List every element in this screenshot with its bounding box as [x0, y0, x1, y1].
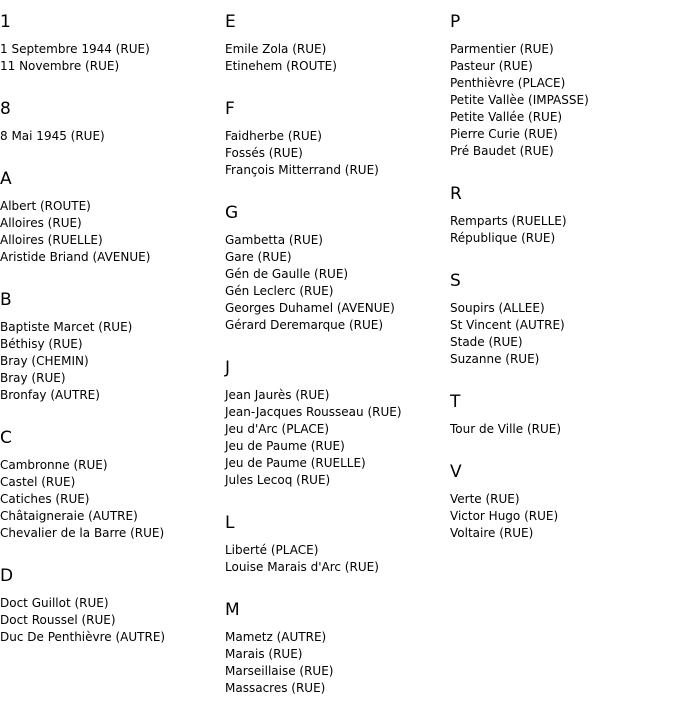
letter-section [225, 345, 450, 500]
section-letter-heading: C [0, 428, 12, 448]
street-name: Tour de Ville (RUE) [450, 422, 562, 436]
letter-section [225, 86, 450, 190]
letter-section [0, 415, 225, 553]
street-name: Voltaire (RUE) [450, 526, 534, 540]
section-letter-heading: S [450, 271, 461, 291]
street-name: Jeu d'Arc (PLACE) [225, 422, 330, 436]
section-spacer [0, 542, 225, 553]
street-name: Penthièvre (PLACE) [450, 76, 566, 90]
street-name: Liberté (PLACE) [225, 543, 319, 557]
street-name: Marais (RUE) [225, 647, 303, 661]
street-name: Marseillaise (RUE) [225, 664, 334, 678]
letter-section [225, 587, 450, 708]
street-name: Béthisy (RUE) [0, 337, 83, 351]
street-name: Catiches (RUE) [0, 492, 90, 506]
section-letter-heading: A [0, 169, 12, 189]
street-name: Emile Zola (RUE) [225, 42, 327, 56]
section-spacer [225, 489, 450, 500]
street-name: République (RUE) [450, 231, 556, 245]
street-list [450, 300, 675, 368]
section-spacer [0, 646, 225, 657]
letter-section [0, 86, 225, 156]
street-name: Fossés (RUE) [225, 146, 303, 160]
street-list [225, 41, 450, 75]
street-name: Petite Vallée (RUE) [450, 110, 563, 124]
street-name: Jean Jaurès (RUE) [225, 388, 330, 402]
street-name: Petite Vallèe (IMPASSE) [450, 93, 589, 107]
street-name: Alloires (RUELLE) [0, 233, 103, 247]
street-list [0, 595, 225, 646]
letter-section [0, 553, 225, 657]
street-name: Jean-Jacques Rousseau (RUE) [225, 405, 402, 419]
section-spacer [225, 179, 450, 190]
street-name: Jeu de Paume (RUELLE) [225, 456, 366, 470]
street-name: Soupirs (ALLEE) [450, 301, 545, 315]
section-spacer [225, 75, 450, 86]
letter-section [450, 449, 675, 553]
letter-section [225, 0, 450, 86]
section-letter-heading: L [225, 513, 235, 533]
letter-section [0, 277, 225, 415]
street-column-1 [0, 0, 225, 657]
street-name: François Mitterrand (RUE) [225, 163, 379, 177]
street-name: Louise Marais d'Arc (RUE) [225, 560, 379, 574]
section-letter-heading: V [450, 462, 462, 482]
street-name: 1 Septembre 1944 (RUE) [0, 42, 150, 56]
section-letter-heading: 1 [0, 12, 11, 32]
street-name: Aristide Briand (AVENUE) [0, 250, 151, 264]
street-name: Doct Guillot (RUE) [0, 596, 109, 610]
street-list [450, 41, 675, 160]
street-name: Cambronne (RUE) [0, 458, 108, 472]
section-spacer [450, 247, 675, 258]
street-name: Castel (RUE) [0, 475, 76, 489]
section-letter-heading: R [450, 184, 462, 204]
letter-section [450, 0, 675, 171]
street-name: Bronfay (AUTRE) [0, 388, 100, 402]
street-name: Parmentier (RUE) [450, 42, 554, 56]
street-list [225, 629, 450, 697]
street-list [225, 542, 450, 576]
street-list [0, 198, 225, 266]
street-name: Pierre Curie (RUE) [450, 127, 558, 141]
street-name: Remparts (RUELLE) [450, 214, 567, 228]
street-list [225, 387, 450, 489]
section-letter-heading: 8 [0, 99, 11, 119]
section-letter-heading: J [225, 358, 231, 378]
street-name: St Vincent (AUTRE) [450, 318, 565, 332]
street-list [450, 421, 675, 438]
section-spacer [0, 145, 225, 156]
section-spacer [450, 368, 675, 379]
section-spacer [225, 576, 450, 587]
street-list [0, 457, 225, 542]
street-name: Gén de Gaulle (RUE) [225, 267, 349, 281]
street-list [225, 232, 450, 334]
section-spacer [225, 334, 450, 345]
section-spacer [450, 438, 675, 449]
street-name: Duc De Penthièvre (AUTRE) [0, 630, 166, 644]
street-list [450, 491, 675, 542]
letter-section [450, 258, 675, 379]
street-name: Gérard Deremarque (RUE) [225, 318, 384, 332]
section-spacer [225, 697, 450, 708]
street-name: Suzanne (RUE) [450, 352, 540, 366]
street-name: Faidherbe (RUE) [225, 129, 322, 143]
street-name: Etinehem (ROUTE) [225, 59, 337, 73]
street-name: Jeu de Paume (RUE) [225, 439, 345, 453]
street-list [225, 128, 450, 179]
street-name: Baptiste Marcet (RUE) [0, 320, 133, 334]
street-name: Pasteur (RUE) [450, 59, 533, 73]
street-list [0, 128, 225, 145]
street-name: Alloires (RUE) [0, 216, 82, 230]
section-spacer [0, 75, 225, 86]
street-name: Jules Lecoq (RUE) [225, 473, 331, 487]
letter-section [450, 379, 675, 449]
letter-section [225, 190, 450, 345]
street-column-2 [225, 0, 450, 708]
street-name: Massacres (RUE) [225, 681, 326, 695]
street-name: Bray (CHEMIN) [0, 354, 89, 368]
street-name: Gare (RUE) [225, 250, 292, 264]
section-letter-heading: G [225, 203, 239, 223]
street-list [450, 213, 675, 247]
section-letter-heading: E [225, 12, 236, 32]
street-name: Georges Duhamel (AVENUE) [225, 301, 395, 315]
letter-section [225, 500, 450, 587]
section-spacer [0, 404, 225, 415]
street-name: Verte (RUE) [450, 492, 520, 506]
section-letter-heading: B [0, 290, 12, 310]
section-letter-heading: P [450, 12, 461, 32]
street-name: Chevalier de la Barre (RUE) [0, 526, 165, 540]
section-letter-heading: F [225, 99, 235, 119]
street-name: 11 Novembre (RUE) [0, 59, 120, 73]
street-column-3 [450, 0, 675, 553]
street-name: Albert (ROUTE) [0, 199, 91, 213]
street-list [0, 319, 225, 404]
street-name: Victor Hugo (RUE) [450, 509, 559, 523]
street-name: Pré Baudet (RUE) [450, 144, 554, 158]
section-letter-heading: M [225, 600, 240, 620]
street-name: Doct Roussel (RUE) [0, 613, 116, 627]
street-list [0, 41, 225, 75]
street-name: Bray (RUE) [0, 371, 66, 385]
street-name: Gambetta (RUE) [225, 233, 323, 247]
street-name: Mametz (AUTRE) [225, 630, 327, 644]
street-name: Gén Leclerc (RUE) [225, 284, 334, 298]
section-letter-heading: D [0, 566, 14, 586]
letter-section [0, 0, 225, 86]
street-name: Châtaigneraie (AUTRE) [0, 509, 138, 523]
street-name: Stade (RUE) [450, 335, 523, 349]
street-name: 8 Mai 1945 (RUE) [0, 129, 105, 143]
section-spacer [0, 266, 225, 277]
section-spacer [450, 160, 675, 171]
letter-section [450, 171, 675, 258]
letter-section [0, 156, 225, 277]
section-spacer [450, 542, 675, 553]
section-letter-heading: T [450, 392, 461, 412]
